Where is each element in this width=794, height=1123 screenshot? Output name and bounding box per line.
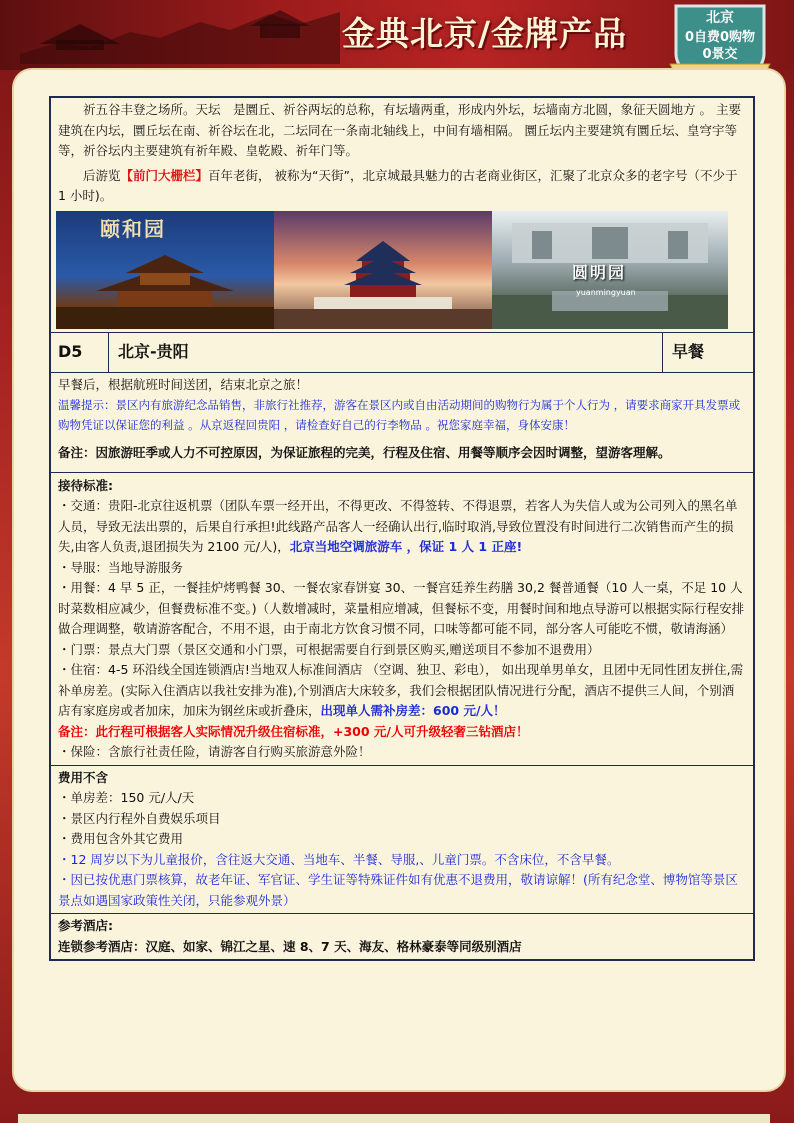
excluded-item: ・单房差：150 元/人/天 bbox=[58, 790, 195, 805]
photo-strip bbox=[51, 207, 753, 332]
excluded-section bbox=[51, 766, 753, 915]
excluded-item: ・因已按优惠门票核算，故老年证、军官证、学生证等特殊证件如有优惠不退费用，敬请谅解！(所有纪念堂、博物馆等景区景点如遇国家政策性关闭，只能参观外景） bbox=[58, 872, 738, 908]
excluded-heading: 费用不含 bbox=[58, 769, 109, 785]
yuanmingyuan-photo bbox=[492, 211, 728, 329]
street-name: 【前门大栅栏】 bbox=[120, 167, 209, 183]
bottom-strip bbox=[18, 1114, 770, 1123]
standards-insurance: ・保险：含旅行社责任险，请游客自行购买旅游意外险！ bbox=[58, 744, 371, 759]
badge-line-1: 北京 bbox=[706, 10, 734, 26]
standards-transport bbox=[51, 496, 753, 558]
day-meal: 早餐 bbox=[672, 341, 705, 361]
street-prefix: 后游览 bbox=[83, 167, 121, 183]
standards-upgrade: 备注：此行程可根据客人实际情况升级住宿标准，+300 元/人可升级轻奢三钻酒店！ bbox=[58, 723, 529, 739]
hotels-heading: 参考酒店: bbox=[58, 918, 113, 933]
temple-description: 祈五谷丰登之场所。天坛 是圜丘、祈谷两坛的总称，有坛墙两重，形成内外坛，坛墙南方北圆，象征天圆地方 。 主要建筑在内坛，圜丘坛在南、祈谷坛在北，二坛同在一条南北轴线上，中间有墙相隔。 圜丘坛内主要建筑有圜丘坛、皇穹宇等等，祈谷坛内主要建筑有祈年殿、皇乾殿、祈年门等。 bbox=[58, 102, 741, 158]
street-text: 百年老街， 被称为“天街”，北京城最具魅力的古老商业街区，汇聚了北京众多的老字号（不少于 1 小时)。 bbox=[58, 167, 738, 203]
temple-of-heaven-photo bbox=[274, 211, 492, 329]
summer-palace-caption: 颐和园 bbox=[100, 216, 166, 241]
day5-body bbox=[51, 373, 753, 473]
standards-guide: ・导服：当地导游服务 bbox=[58, 559, 184, 575]
day5-note: 备注：因旅游旺季或人力不可控原因，为保证旅程的完美，行程及住宿、用餐等顺序会因时调整，望游客理解。 bbox=[58, 445, 671, 460]
standards-heading: 接待标准: bbox=[58, 477, 113, 493]
yuanmingyuan-caption: 圆明园 bbox=[572, 262, 627, 282]
day5-header-row bbox=[51, 333, 753, 373]
excluded-item: ・费用包含外其它费用 bbox=[58, 831, 184, 846]
great-wall-decoration-icon bbox=[20, 4, 340, 64]
day4-continued-section bbox=[51, 98, 753, 333]
excluded-item: ・景区内行程外自费娱乐项目 bbox=[58, 810, 221, 826]
hotels-section bbox=[51, 914, 753, 959]
badge-line-2: 0自费0购物 bbox=[684, 30, 756, 45]
day-route: 北京-贵阳 bbox=[109, 333, 663, 372]
street-description bbox=[51, 166, 753, 207]
header-banner bbox=[0, 0, 794, 70]
hotel-highlight: 出现单人需补房差：600 元/人！ bbox=[320, 703, 506, 718]
hotels-text: 连锁参考酒店：汉庭、如家、锦江之星、速 8、7 天、海友、格林豪泰等同级别酒店 bbox=[58, 938, 522, 954]
standards-meals: ・用餐：4 早 5 正，一餐挂炉烤鸭餐 30、一餐农家春饼宴 30、一餐宫廷养生药膳 30,2 餐普通餐（10 人一桌，不足 10 人时菜数相应减少，但餐费标准不变。)（人数增减时，菜量相应增减，但餐标不变，用餐时间和地点导游可以根据实际行程安排做合理调整，敬请游客配合，不用不退，由于南北方饮食习惯不同，口味等都可能不同，部分客人可能吃不惯，敬请海涵） bbox=[58, 580, 745, 636]
page-title: 金典北京/金牌产品 bbox=[342, 14, 628, 53]
summer-palace-photo bbox=[56, 211, 274, 329]
standards-tickets: ・门票：景点大门票（景区交通和小门票，可根据需要自行到景区购买,赠送项目不参加不退费用） bbox=[58, 641, 600, 657]
hotel-text: ・住宿：4-5 环沿线全国连锁酒店!当地双人标准间酒店 （空调、独卫、彩电）， 如出现单男单女，且团中无同性团友拼住,需补单房差。(实际入住酒店以我社安排为准),个别酒店大床较多，我们会根据团队情况进行分配，酒店不提供三人间，个别酒店有家庭房或者加床，加床为钢丝床或折叠床， bbox=[58, 662, 744, 718]
standards-section bbox=[51, 473, 753, 766]
badge-line-3: 0景交 bbox=[702, 47, 738, 62]
transport-highlight: 北京当地空调旅游车 ，保证 1 人 1 正座! bbox=[289, 539, 523, 554]
itinerary-table bbox=[49, 96, 755, 961]
standards-hotel bbox=[51, 660, 753, 722]
day5-description: 早餐后，根据航班时间送团，结束北京之旅！ bbox=[58, 376, 309, 392]
day5-tip: 温馨提示：景区内有旅游纪念品销售，非旅行社推荐，游客在景区内或自由活动期间的购物行为属于个人行为 ，请要求商家开具发票或购物凭证以保证您的利益 。从京返程回贵阳 ，请检查好自己的行李物品 。祝您家庭幸福，身体安康！ bbox=[58, 398, 741, 432]
transport-text: ・交通：贵阳-北京往返机票（团队车票一经开出，不得更改、不得签转、不得退票，若客人为失信人或为公司列入的黑名单人员，导致无法出票的，后果自行承担!此线路产品客人一经确认出行,临时取消,导致位置没有时间进行二次销售而产生的损失,由客人负责,退团损失为 2100 元/人)， bbox=[58, 498, 738, 554]
yuanmingyuan-pinyin: yuanmingyuan bbox=[576, 287, 636, 297]
day-number: D5 bbox=[51, 333, 109, 372]
excluded-item: ・12 周岁以下为儿童报价，含往返大交通、当地车、半餐、导服,、儿童门票。不含床位，不含早餐。 bbox=[58, 851, 620, 867]
